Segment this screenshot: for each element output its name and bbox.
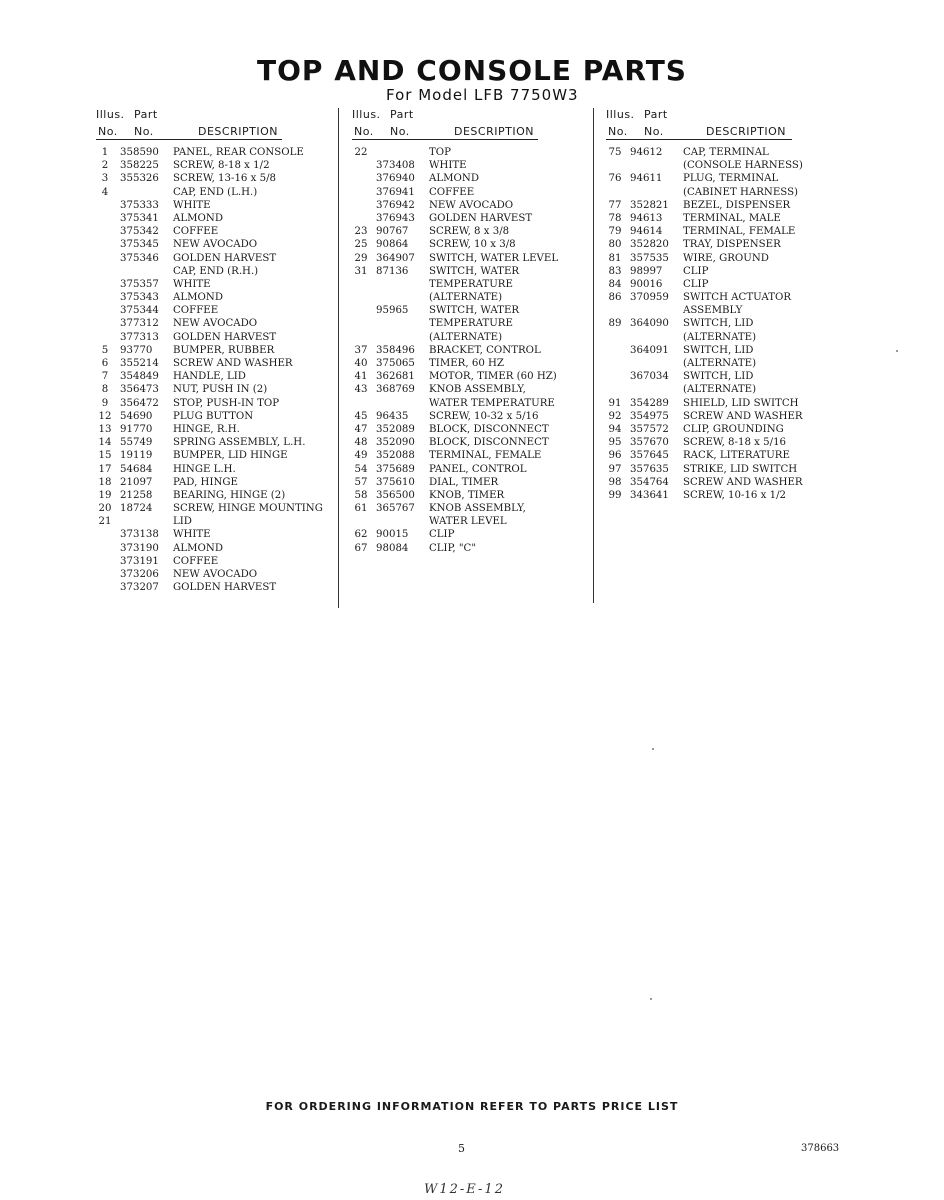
illus-number: 23 [354,226,368,238]
part-number: 373191 [120,555,159,567]
part-number: 375344 [120,305,159,317]
illus-number: 37 [354,344,368,356]
part-description: CAP, END (R.H.) [173,265,259,277]
part-description: SWITCH, WATER LEVEL [429,252,559,264]
illus-number: 40 [354,358,368,369]
part-number: 368769 [376,384,415,396]
part-number: 358225 [120,160,159,172]
part-number: 375346 [120,252,159,264]
part-description: SWITCH, LID [683,344,754,356]
part-number: 376942 [376,199,415,211]
part-description: GOLDEN HARVEST [173,331,277,343]
col2-header-rule [352,139,538,140]
part-description: PLUG, TERMINAL [683,173,779,185]
part-number: 91770 [120,423,153,435]
illus-number: 92 [608,410,622,422]
part-description: SWITCH, LID [683,371,754,383]
part-description: ASSEMBLY [683,305,743,317]
part-number: 356473 [120,384,159,396]
illus-number: 84 [608,278,622,290]
part-description: ALMOND [173,292,223,304]
illus-number: 62 [354,529,368,541]
part-description: SPRING ASSEMBLY, L.H. [173,437,306,449]
part-number: 377312 [120,318,159,330]
part-description: SCREW, 10-16 x 1/2 [683,489,787,501]
part-description: SCREW, 8-18 x 1/2 [173,160,270,172]
part-number: 362681 [376,371,415,383]
part-description: WHITE [173,278,211,290]
part-description: SCREW, 13-16 x 5/8 [173,173,277,185]
col2-illus-no-header: No. [354,125,374,138]
illus-number: 97 [608,463,622,475]
part-number: 94613 [630,212,663,224]
part-number: 356472 [120,397,159,409]
part-description: MOTOR, TIMER (60 HZ) [429,371,557,383]
illus-number: 47 [354,423,368,435]
part-description: ALMOND [173,212,223,224]
illus-number: 83 [608,265,622,277]
part-description: PAD, HINGE [173,476,238,488]
part-description: TEMPERATURE [429,318,513,330]
part-number: 355214 [120,358,159,369]
illus-number: 95 [608,437,622,449]
part-number: 94611 [630,173,663,185]
illus-number: 6 [101,358,109,369]
part-number: 354289 [630,397,669,409]
part-description: KNOB, TIMER [429,489,505,501]
part-number: 19119 [120,450,153,462]
part-description: PANEL, REAR CONSOLE [173,147,304,158]
illus-number: 76 [608,173,622,185]
part-description: HINGE, R.H. [173,423,240,435]
part-number: 21097 [120,476,153,488]
part-number: 375689 [376,463,415,475]
illus-number: 12 [98,410,112,422]
illus-number: 67 [354,542,368,554]
part-number: 352090 [376,437,415,449]
part-description: TERMINAL, FEMALE [429,450,542,462]
model-subtitle: For Model LFB 7750W3 [386,86,579,104]
part-description: (ALTERNATE) [429,292,503,304]
illus-number: 31 [354,265,368,277]
part-description: BUMPER, RUBBER [173,344,275,356]
part-description: SCREW, 8 x 3/8 [429,226,510,238]
part-description: DIAL, TIMER [429,476,499,488]
part-number: 352088 [376,450,415,462]
col1-illus-label: Illus. [96,108,125,121]
part-number: 90015 [376,529,409,541]
part-number: 375343 [120,292,159,304]
illus-number: 9 [101,397,109,409]
col2-illus-label: Illus. [352,108,381,121]
part-number: 95965 [376,305,409,317]
part-description: GOLDEN HARVEST [173,582,277,594]
part-description: SCREW AND WASHER [683,410,803,422]
part-number: 357645 [630,450,669,462]
part-description: SCREW, 10-32 x 5/16 [429,410,539,422]
part-number: 367034 [630,371,669,383]
part-description: GOLDEN HARVEST [173,252,277,264]
document-number: 378663 [801,1143,840,1154]
part-number: 90864 [376,239,409,251]
part-description: GOLDEN HARVEST [429,212,533,224]
part-number: 54684 [120,463,153,475]
col3-header-rule [606,139,792,140]
illus-number: 80 [608,239,622,251]
part-description: ALMOND [173,542,223,554]
illus-number: 25 [354,239,368,251]
part-description: WHITE [173,529,211,541]
part-description: PLUG BUTTON [173,410,254,422]
col3-part-label: Part [644,108,668,121]
part-number: 354849 [120,371,159,383]
illus-number: 5 [101,344,109,356]
column-divider-2 [593,108,594,603]
col3-part-no-header: No. [644,125,664,138]
illus-number: 18 [98,476,112,488]
col2-description-header: DESCRIPTION [454,125,534,138]
illus-number: 4 [101,186,109,198]
part-number: 375065 [376,358,415,369]
illus-number: 91 [608,397,622,409]
part-number: 377313 [120,331,159,343]
illus-number: 20 [98,503,112,515]
part-number: 94614 [630,226,663,238]
part-description: (CABINET HARNESS) [683,186,799,198]
part-number: 375341 [120,212,159,224]
part-number: 357670 [630,437,669,449]
illus-number: 99 [608,489,622,501]
part-number: 375345 [120,239,159,251]
illus-number: 21 [98,516,112,528]
part-description: CLIP, "C" [429,542,477,554]
part-number: 364091 [630,344,669,356]
part-number: 98084 [376,542,409,554]
part-description: HANDLE, LID [173,371,246,383]
part-number: 352821 [630,199,669,211]
illus-number: 58 [354,489,368,501]
part-number: 375610 [376,476,415,488]
handwritten-mark: W12-E-12 [424,1182,505,1197]
illus-number: 19 [98,489,112,501]
part-description: SWITCH, WATER [429,305,520,317]
part-description: NEW AVOCADO [173,569,258,580]
illus-number: 7 [101,371,109,383]
part-description: CAP, TERMINAL [683,147,769,158]
part-number: 376940 [376,173,415,185]
col1-illus-no-header: No. [98,125,118,138]
part-number: 54690 [120,410,153,422]
col3-illus-label: Illus. [606,108,635,121]
part-number: 370959 [630,292,669,304]
illus-number: 41 [354,371,368,383]
part-number: 352820 [630,239,669,251]
part-description: SWITCH, LID [683,318,754,330]
illus-number: 49 [354,450,368,462]
illus-number: 22 [354,147,368,158]
illus-number: 1 [101,147,109,158]
part-description: BEARING, HINGE (2) [173,489,286,501]
part-number: 98997 [630,265,663,277]
column-divider-1 [338,108,339,608]
part-description: STOP, PUSH-IN TOP [173,397,280,409]
illus-number: 13 [98,423,112,435]
part-description: BRACKET, CONTROL [429,344,541,356]
part-description: NUT, PUSH IN (2) [173,384,268,396]
part-description: LID [173,516,192,528]
part-description: ALMOND [429,173,479,185]
illus-number: 79 [608,226,622,238]
part-description: PANEL, CONTROL [429,463,527,475]
ordering-information-note: FOR ORDERING INFORMATION REFER TO PARTS PRICE LIST [265,1100,679,1113]
part-description: TEMPERATURE [429,278,513,290]
part-number: 357635 [630,463,669,475]
scan-speck [652,748,654,750]
part-description: KNOB ASSEMBLY, [429,384,526,396]
illus-number: 94 [608,423,622,435]
part-description: TIMER, 60 HZ [429,358,504,369]
scan-speck [896,350,898,352]
illus-number: 89 [608,318,622,330]
part-number: 357572 [630,423,669,435]
part-description: COFFEE [173,226,219,238]
part-number: 376941 [376,186,415,198]
part-number: 375357 [120,278,159,290]
col1-part-label: Part [134,108,158,121]
illus-number: 43 [354,384,368,396]
part-description: NEW AVOCADO [173,318,258,330]
part-description: COFFEE [173,305,219,317]
page-number: 5 [458,1142,465,1155]
col3-description-header: DESCRIPTION [706,125,786,138]
part-description: TRAY, DISPENSER [683,239,781,251]
col3-illus-no-header: No. [608,125,628,138]
part-description: TERMINAL, FEMALE [683,226,796,238]
illus-number: 61 [354,503,368,515]
part-description: WIRE, GROUND [683,252,769,264]
part-number: 96435 [376,410,409,422]
page-title: TOP AND CONSOLE PARTS [257,54,687,87]
col1-description-header: DESCRIPTION [198,125,278,138]
illus-number: 15 [98,450,112,462]
illus-number: 57 [354,476,368,488]
part-description: (CONSOLE HARNESS) [683,160,803,172]
part-number: 375342 [120,226,159,238]
illus-number: 48 [354,437,368,449]
part-number: 373138 [120,529,159,541]
illus-number: 78 [608,212,622,224]
col2-part-no-header: No. [390,125,410,138]
part-description: BLOCK, DISCONNECT [429,437,549,449]
part-number: 358590 [120,147,159,158]
part-description: CLIP [683,278,709,290]
part-description: NEW AVOCADO [429,199,514,211]
part-description: COFFEE [429,186,475,198]
illus-number: 8 [101,384,109,396]
illus-number: 98 [608,476,622,488]
illus-number: 54 [354,463,368,475]
part-number: 365767 [376,503,415,515]
part-description: BUMPER, LID HINGE [173,450,288,462]
part-number: 87136 [376,265,409,277]
illus-number: 14 [98,437,112,449]
illus-number: 17 [98,463,112,475]
part-number: 18724 [120,503,153,515]
part-description: BLOCK, DISCONNECT [429,423,549,435]
illus-number: 29 [354,252,368,264]
part-number: 373207 [120,582,159,594]
part-number: 343641 [630,489,669,501]
part-number: 357535 [630,252,669,264]
part-number: 354764 [630,476,669,488]
part-number: 94612 [630,147,663,158]
illus-number: 45 [354,410,368,422]
part-number: 373190 [120,542,159,554]
part-description: TOP [429,147,452,158]
part-description: SWITCH, WATER [429,265,520,277]
part-description: RACK, LITERATURE [683,450,790,462]
col2-part-label: Part [390,108,414,121]
part-description: HINGE L.H. [173,463,236,475]
part-number: 93770 [120,344,153,356]
part-description: (ALTERNATE) [683,358,757,369]
illus-number: 81 [608,252,622,264]
part-number: 352089 [376,423,415,435]
part-number: 55749 [120,437,153,449]
part-description: SCREW AND WASHER [173,358,293,369]
part-number: 364907 [376,252,415,264]
part-description: SCREW AND WASHER [683,476,803,488]
part-number: 373408 [376,160,415,172]
part-description: BEZEL, DISPENSER [683,199,791,211]
part-description: CLIP, GROUNDING [683,423,784,435]
part-description: SCREW, HINGE MOUNTING [173,503,323,515]
part-description: WHITE [429,160,467,172]
part-description: NEW AVOCADO [173,239,258,251]
part-number: 356500 [376,489,415,501]
part-number: 376943 [376,212,415,224]
part-description: CLIP [429,529,455,541]
part-description: STRIKE, LID SWITCH [683,463,798,475]
illus-number: 3 [101,173,109,185]
part-number: 375333 [120,199,159,211]
part-number: 373206 [120,569,159,580]
illus-number: 77 [608,199,622,211]
part-description: SCREW, 8-18 x 5/16 [683,437,787,449]
illus-number: 86 [608,292,622,304]
part-description: (ALTERNATE) [429,331,503,343]
scan-speck [650,998,652,1000]
part-description: WATER LEVEL [429,516,507,528]
illus-number: 2 [101,160,109,172]
part-description: (ALTERNATE) [683,384,757,396]
part-description: SWITCH ACTUATOR [683,292,792,304]
part-number: 364090 [630,318,669,330]
part-description: (ALTERNATE) [683,331,757,343]
part-number: 354975 [630,410,669,422]
part-description: WHITE [173,199,211,211]
illus-number: 96 [608,450,622,462]
part-description: CLIP [683,265,709,277]
part-description: COFFEE [173,555,219,567]
col1-part-no-header: No. [134,125,154,138]
part-description: CAP, END (L.H.) [173,186,258,198]
part-description: SHIELD, LID SWITCH [683,397,799,409]
part-description: WATER TEMPERATURE [429,397,555,409]
part-number: 90016 [630,278,663,290]
part-number: 90767 [376,226,409,238]
part-number: 358496 [376,344,415,356]
part-number: 21258 [120,489,153,501]
illus-number: 75 [608,147,622,158]
part-description: SCREW, 10 x 3/8 [429,239,516,251]
col1-header-rule [96,139,282,140]
part-description: TERMINAL, MALE [683,212,781,224]
part-description: KNOB ASSEMBLY, [429,503,526,515]
part-number: 355326 [120,173,159,185]
